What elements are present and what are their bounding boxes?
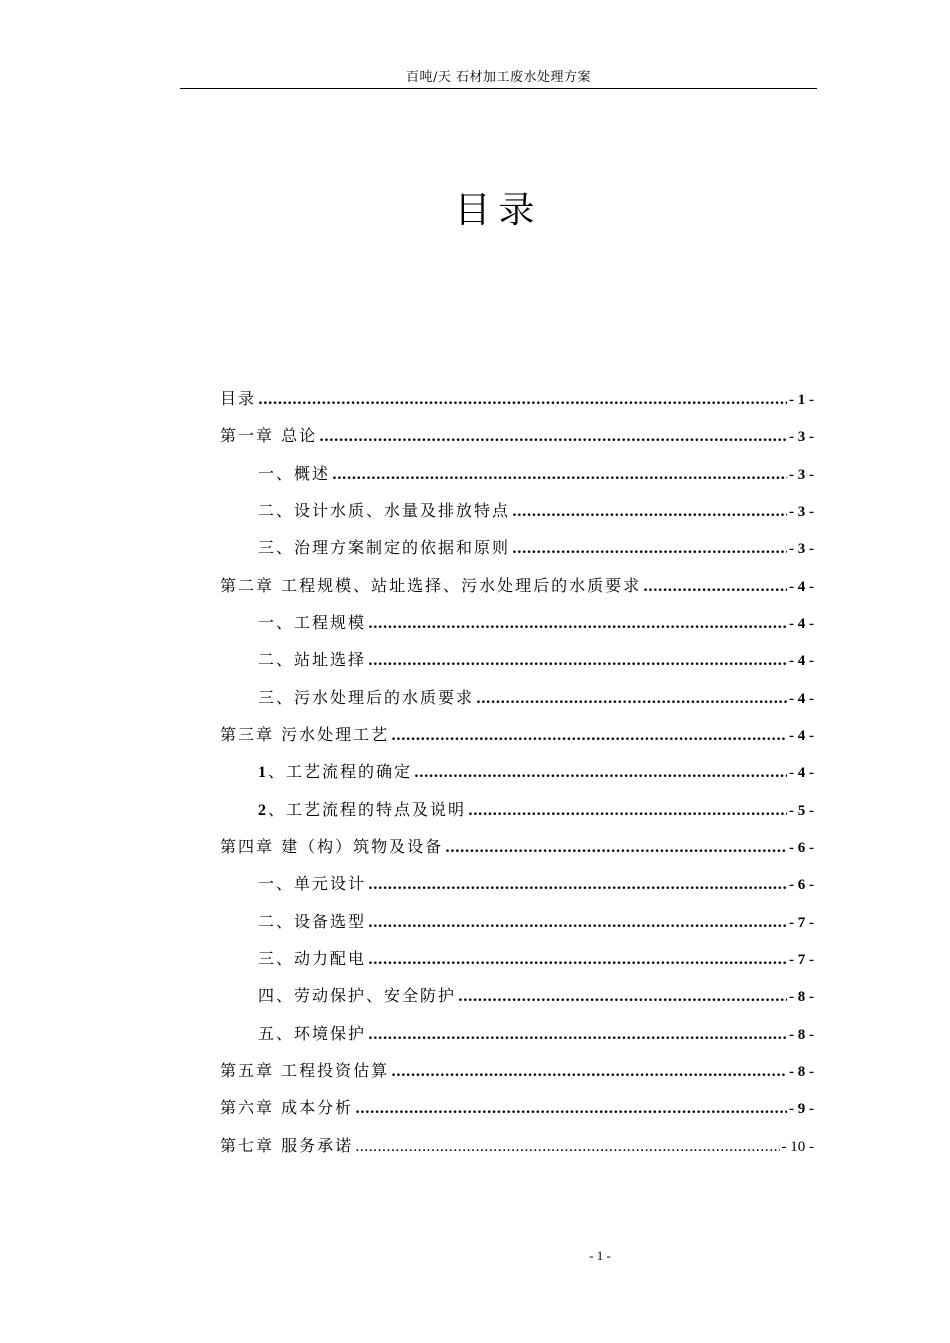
toc-entry-label: 第七章 服务承诺: [220, 1136, 354, 1155]
toc-entry-label: [258, 759, 412, 782]
toc-entry-label: 三、污水处理后的水质要求: [258, 688, 475, 707]
toc-entry-page: - 4 -: [789, 691, 814, 707]
toc-entry-page: - 8 -: [789, 1027, 814, 1043]
toc-entry-label: 二、设备选型: [258, 912, 367, 931]
toc-leader-dots: [355, 1101, 787, 1117]
toc-entry-page: - 3 -: [789, 504, 814, 520]
page-title: 目录: [454, 190, 543, 231]
toc-entry-page: - 4 -: [789, 728, 814, 744]
toc-entry-label: 一、工程规模: [258, 613, 367, 632]
toc-entry-page: - 6 -: [789, 877, 814, 893]
toc-leader-dots: [368, 616, 787, 632]
toc-entry-page: - 4 -: [789, 579, 814, 595]
toc-leader-dots: [458, 989, 787, 1005]
toc-leader-dots: [368, 1027, 787, 1043]
toc-entry-label: 一、单元设计: [258, 874, 367, 893]
toc-entry[interactable]: [220, 461, 814, 491]
toc-entry-page: - 8 -: [789, 1064, 814, 1080]
toc-leader-dots: [319, 429, 787, 445]
toc-entry[interactable]: [220, 797, 814, 827]
toc-entry[interactable]: [220, 909, 814, 939]
toc-entry-label: 三、动力配电: [258, 949, 367, 968]
toc-leader-dots: [414, 765, 787, 781]
toc-leader-dots: [468, 803, 787, 819]
toc-entry-label: 二、设计水质、水量及排放特点: [258, 501, 511, 520]
toc-entry-label: 四、劳动保护、安全防护: [258, 986, 457, 1005]
toc-entry[interactable]: [220, 871, 814, 901]
toc-leader-dots: [368, 952, 787, 968]
toc-entry-page: - 9 -: [789, 1101, 814, 1117]
toc-leader-dots: [512, 541, 787, 557]
toc-leader-dots: [258, 392, 787, 408]
toc-entry-label: 第五章 工程投资估算: [220, 1061, 390, 1080]
toc-entry-label: 第一章 总论: [220, 426, 318, 445]
toc-entry[interactable]: [220, 610, 814, 640]
toc-entry-label: 一、概述: [258, 464, 331, 483]
toc-entry-label: 第四章 建（构）筑物及设备: [220, 837, 444, 856]
toc-entry-label: 目录: [220, 389, 257, 408]
toc-entry[interactable]: [220, 1058, 814, 1088]
toc-entry[interactable]: [220, 722, 814, 752]
toc-leader-dots: [391, 1064, 787, 1080]
toc-entry[interactable]: [220, 498, 814, 528]
toc-leader-dots: [445, 840, 787, 856]
toc-entry[interactable]: [220, 1095, 814, 1125]
toc-entry[interactable]: [220, 647, 814, 677]
toc-entry-text: 、工艺流程的确定: [268, 762, 413, 781]
toc-entry-label: 三、治理方案制定的依据和原则: [258, 538, 511, 557]
toc-entry[interactable]: [220, 946, 814, 976]
toc-entry[interactable]: [220, 535, 814, 565]
toc-leader-dots: [476, 691, 787, 707]
toc-entry[interactable]: [220, 1021, 814, 1051]
toc-leader-dots: [368, 653, 787, 669]
toc-entry-page: - 4 -: [789, 653, 814, 669]
page-number: - 1 -: [589, 1248, 611, 1263]
toc-entry-text: 、工艺流程的特点及说明: [268, 800, 467, 819]
toc-entry[interactable]: [220, 386, 814, 416]
toc-entry-page: - 1 -: [789, 392, 814, 408]
toc-leader-dots: [332, 467, 787, 483]
toc-entry-label: 第六章 成本分析: [220, 1098, 354, 1117]
toc-entry[interactable]: [220, 983, 814, 1013]
toc-entry-page: - 3 -: [789, 429, 814, 445]
header-rule: [180, 88, 817, 89]
toc-entry-label: [258, 797, 466, 820]
toc-entry-label: 第二章 工程规模、站址选择、污水处理后的水质要求: [220, 576, 642, 595]
toc-leader-dots: [368, 915, 787, 931]
toc-entry-page: - 10 -: [781, 1139, 814, 1155]
toc-leader-dots: [512, 504, 787, 520]
toc-entry-label: 五、环境保护: [258, 1024, 367, 1043]
toc-entry[interactable]: [220, 834, 814, 864]
running-header: 百吨/天 石材加工废水处理方案: [405, 70, 591, 85]
toc-entry-page: - 8 -: [789, 989, 814, 1005]
toc-entry-label: 二、站址选择: [258, 650, 367, 669]
toc-entry-page: - 4 -: [789, 616, 814, 632]
toc-entry-page: - 7 -: [789, 915, 814, 931]
toc-leader-dots: [391, 728, 787, 744]
toc-entry-page: - 4 -: [789, 765, 814, 781]
toc-entry-number: 1: [258, 764, 268, 781]
toc-entry-page: - 5 -: [789, 803, 814, 819]
toc-leader-dots: [355, 1139, 779, 1155]
toc-entry-page: - 6 -: [789, 840, 814, 856]
toc-entry[interactable]: [220, 573, 814, 603]
toc-entry[interactable]: [220, 423, 814, 453]
toc-entry[interactable]: [220, 1133, 814, 1163]
toc-entry-page: - 3 -: [789, 541, 814, 557]
toc-entry[interactable]: [220, 685, 814, 715]
toc-entry-number: 2: [258, 802, 268, 819]
toc-leader-dots: [643, 579, 787, 595]
toc-leader-dots: [368, 877, 787, 893]
toc-entry-page: - 3 -: [789, 467, 814, 483]
toc-entry[interactable]: [220, 759, 814, 789]
toc-entry-page: - 7 -: [789, 952, 814, 968]
toc-entry-label: 第三章 污水处理工艺: [220, 725, 390, 744]
